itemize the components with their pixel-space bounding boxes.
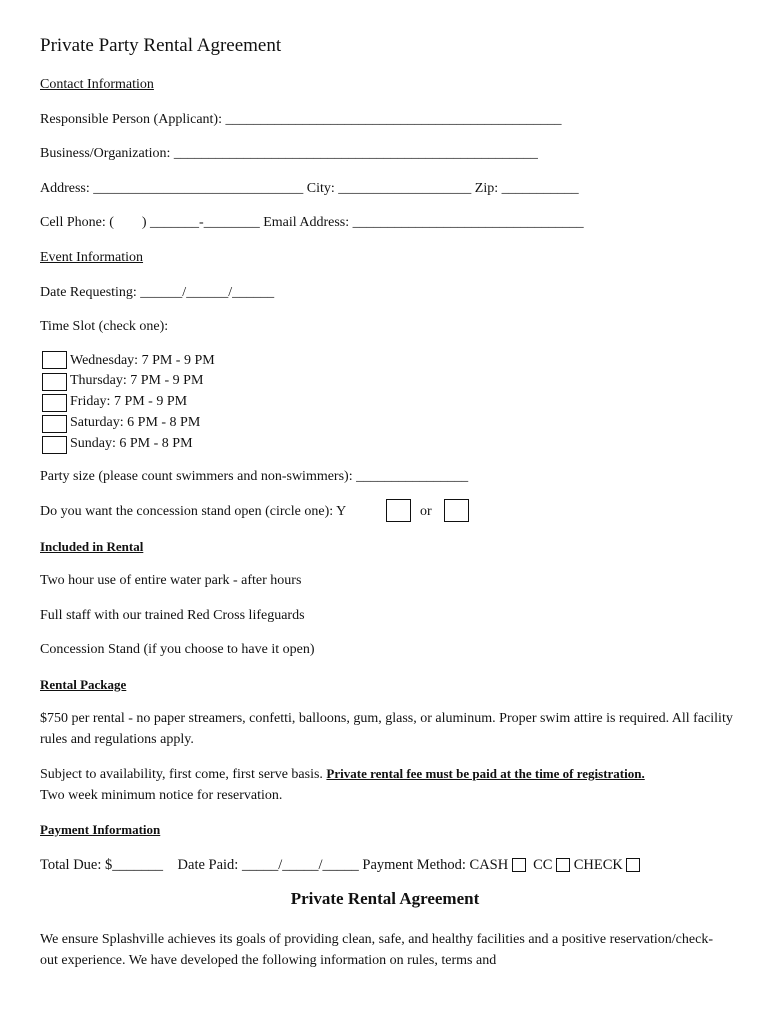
package-rules-text: $750 per rental - no paper streamers, confetti, balloons, gum, glass, or aluminum. Proper swim attire is required. All facility rules and regulations apply. [40,711,733,747]
availability-text: Subject to availability, first come, first serve basis. [40,767,327,782]
agreement-heading: Private Rental Agreement [290,889,480,908]
phone-email-field[interactable]: Cell Phone: ( ) _______-________ Email Address: _________________________________ [40,215,584,230]
cc-checkbox[interactable] [556,858,570,872]
business-field[interactable]: Business/Organization: ____________________________________________________ [40,146,538,161]
notice-text: Two week minimum notice for reservation. [40,788,283,803]
included-item: Concession Stand (if you choose to have it open) [40,642,315,657]
date-requesting-field[interactable]: Date Requesting: ______/______/______ [40,285,275,300]
fee-notice: Private rental fee must be paid at the time of registration. [326,766,645,781]
timeslot-checkbox-thursday[interactable] [42,373,67,391]
page-title: Private Party Rental Agreement [40,35,282,56]
party-size-field[interactable]: Party size (please count swimmers and non-swimmers): ________________ [40,469,469,484]
included-item: Full staff with our trained Red Cross lifeguards [40,608,305,623]
timeslot-label-sunday: Sunday: 6 PM - 8 PM [70,436,193,451]
check-label: CHECK [573,857,623,873]
timeslot-label-wednesday: Wednesday: 7 PM - 9 PM [70,353,215,368]
timeslot-label-friday: Friday: 7 PM - 9 PM [70,394,188,409]
included-heading: Included in Rental [40,539,144,554]
included-item: Two hour use of entire water park - after hours [40,573,302,588]
check-checkbox[interactable] [626,858,640,872]
agreement-text: We ensure Splashville achieves its goals of providing clean, safe, and healthy facilities and a positive reservation/check-out experience. We have developed the following information on rules, terms and [40,932,713,968]
total-due-field[interactable]: Total Due: $_______ [40,857,164,873]
payment-heading: Payment Information [40,822,161,837]
timeslot-checkbox-friday[interactable] [42,394,67,412]
timeslot-label-thursday: Thursday: 7 PM - 9 PM [70,373,204,388]
responsible-person-field[interactable]: Responsible Person (Applicant): ________________________________________________ [40,112,562,127]
package-heading: Rental Package [40,677,127,692]
cash-checkbox[interactable] [512,858,526,872]
timeslot-checkbox-sunday[interactable] [42,436,67,454]
concession-question: Do you want the concession stand open (circle one): Y [40,504,347,519]
timeslot-checkbox-wednesday[interactable] [42,351,67,369]
timeslot-checkbox-saturday[interactable] [42,415,67,433]
contact-heading: Contact Information [40,77,154,92]
payment-line [40,857,640,873]
date-paid-field[interactable]: Date Paid: _____/_____/_____ [177,857,359,873]
cc-label: CC [533,857,553,873]
concession-yes-box[interactable] [386,499,411,522]
timeslot-label-saturday: Saturday: 6 PM - 8 PM [70,415,201,430]
payment-method-label: Payment Method: CASH [362,857,509,873]
concession-or-label: or [420,504,432,519]
package-availability-text [40,763,740,806]
concession-no-box[interactable] [444,499,469,522]
event-heading: Event Information [40,250,144,265]
address-field[interactable]: Address: ______________________________ City: ___________________ Zip: ___________ [40,181,579,196]
timeslot-label: Time Slot (check one): [40,319,169,334]
